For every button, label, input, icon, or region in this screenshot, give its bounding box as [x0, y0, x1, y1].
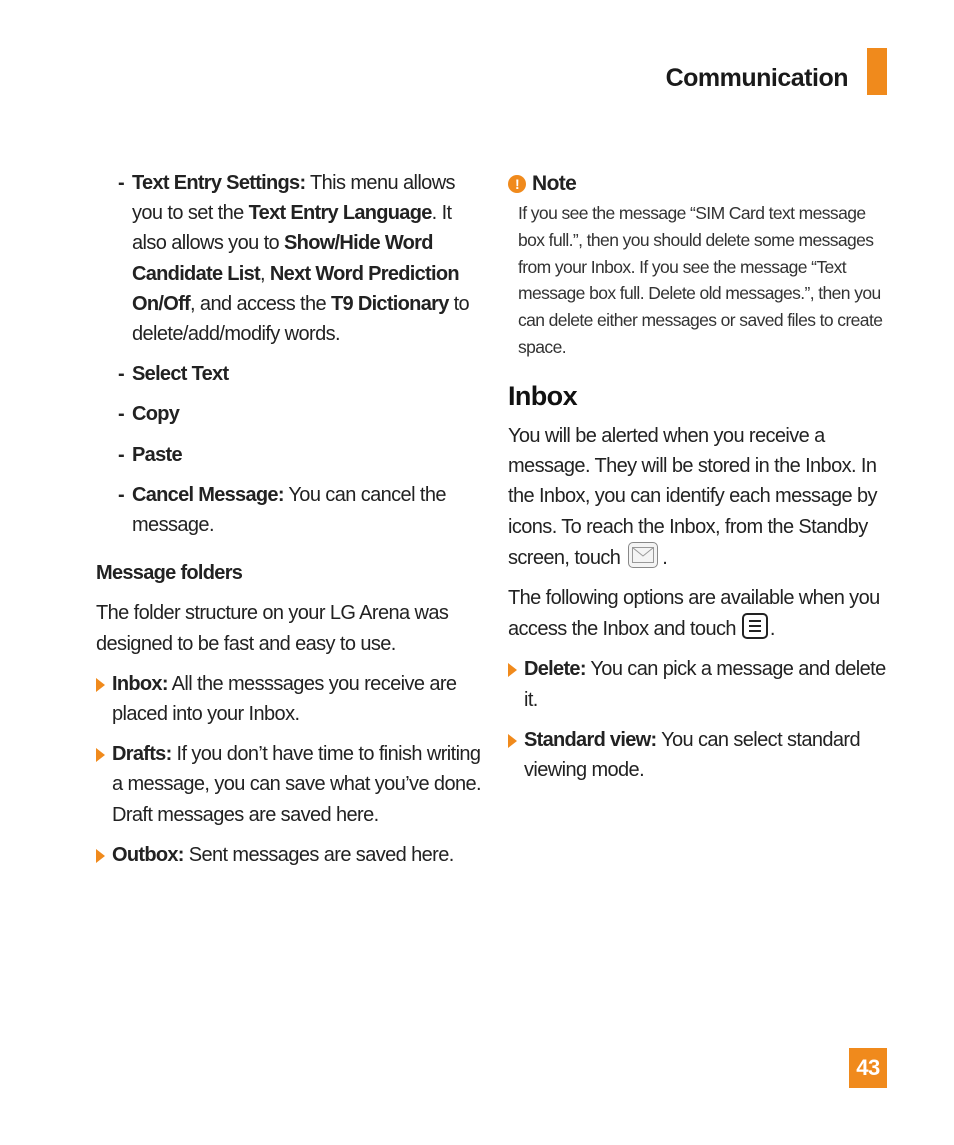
- triangle-bullet-icon: [96, 678, 105, 692]
- standard-view-option-item: [508, 725, 888, 785]
- text: This menu allows you to set the: [132, 172, 455, 225]
- cancel-message-label: Cancel Message:: [132, 483, 284, 506]
- inbox-paragraph-1: [508, 421, 888, 573]
- dash: -: [118, 403, 125, 426]
- dash: -: [118, 443, 125, 466]
- text-entry-settings-item: [96, 168, 486, 349]
- inbox-paragraph-2-text: The following options are available when you access the Inbox and touch: [508, 587, 880, 641]
- copy-item: [96, 399, 486, 429]
- inbox-paragraph-1-text: You will be alerted when you receive a message. They will be stored in the Inbox. In the Inbox, you can identify each message by icons. To reach the Inbox, from the Standby screen, touch: [508, 424, 877, 569]
- standard-view-option-label: Standard view:: [524, 728, 657, 751]
- text-entry-language: Text Entry Language: [248, 202, 432, 225]
- next-word-prediction: Next Word Prediction On/Off: [132, 262, 459, 315]
- inbox-folder-label: Inbox:: [112, 672, 168, 695]
- dash: -: [118, 363, 125, 386]
- delete-option-text: You can pick a message and delete it.: [524, 658, 886, 711]
- envelope-icon[interactable]: [628, 542, 658, 568]
- text: , and access the: [190, 292, 332, 315]
- menu-icon[interactable]: [742, 613, 768, 639]
- dash: -: [118, 483, 125, 506]
- inbox-folder-item: [96, 669, 486, 729]
- text: to delete/add/modify words.: [132, 292, 470, 346]
- show-hide-word-candidate-list: Show/Hide Word Candidate List: [132, 232, 433, 285]
- inbox-paragraph-2: [508, 583, 888, 644]
- outbox-folder-text: Sent messages are saved here.: [183, 843, 454, 866]
- inbox-section-title: Inbox: [508, 380, 577, 411]
- cancel-message-item: [96, 480, 486, 540]
- triangle-bullet-icon: [96, 849, 105, 863]
- select-text-item: [96, 359, 486, 389]
- drafts-folder-item: [96, 739, 486, 830]
- exclamation-icon: !: [508, 175, 526, 193]
- drafts-folder-text: If you don’t have time to finish writing a message, you can save what you’ve done. Draft messages are saved here.: [112, 743, 481, 826]
- period: .: [769, 618, 775, 641]
- note-heading: [508, 168, 888, 200]
- paste-item: [96, 440, 486, 470]
- triangle-bullet-icon: [96, 748, 105, 762]
- inbox-folder-text: All the messsages you receive are placed into your Inbox.: [112, 672, 457, 726]
- note-text: If you see the message “SIM Card text message box full.”, then you should delete some messages from your Inbox. If you see the message “Text message box full. Delete old messages.”, then you can delete either messages or saved files to create space.: [518, 203, 883, 357]
- note-title: Note: [532, 171, 577, 195]
- left-column: [96, 168, 486, 880]
- triangle-bullet-icon: [508, 663, 517, 677]
- t9-dictionary: T9 Dictionary: [331, 292, 449, 315]
- message-folders-intro: The folder structure on your LG Arena was designed to be fast and easy to use.: [96, 602, 449, 655]
- copy-label: Copy: [132, 403, 180, 426]
- right-column: [508, 168, 888, 795]
- triangle-bullet-icon: [508, 734, 517, 748]
- outbox-folder-item: [96, 840, 486, 870]
- period: .: [662, 546, 668, 569]
- text: ,: [260, 262, 270, 285]
- delete-option-label: Delete:: [524, 658, 586, 681]
- outbox-folder-label: Outbox:: [112, 843, 184, 866]
- select-text-label: Select Text: [132, 363, 229, 386]
- header-tab: [867, 48, 887, 95]
- message-folders-heading: Message folders: [96, 562, 243, 585]
- drafts-folder-label: Drafts:: [112, 743, 172, 766]
- cancel-message-text: You can cancel the message.: [132, 483, 446, 537]
- delete-option-item: [508, 654, 888, 714]
- header-title: Communication: [665, 64, 848, 92]
- paste-label: Paste: [132, 443, 182, 466]
- text-entry-settings-label: Text Entry Settings:: [132, 172, 306, 194]
- standard-view-option-text: You can select standard viewing mode.: [524, 728, 861, 782]
- dash: -: [118, 172, 125, 194]
- page-number: 43: [849, 1048, 887, 1088]
- text: . It also allows you to: [132, 202, 452, 255]
